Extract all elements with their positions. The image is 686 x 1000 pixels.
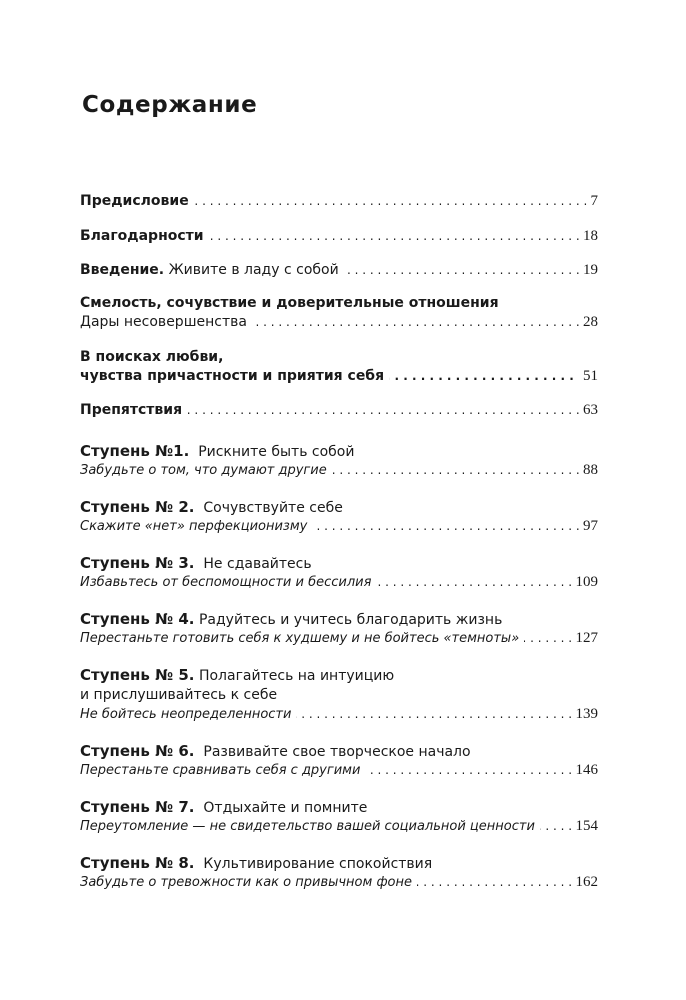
toc-step-3[interactable] (80, 553, 598, 591)
step-subtitle: Избавьтесь от беспомощности и бессилия (80, 575, 376, 590)
entry-title: Препятствия (80, 402, 187, 418)
page-number: 109 (572, 573, 599, 591)
step-label: Ступень № 3. (80, 554, 195, 572)
step-title: Отдыхайте и помните (203, 800, 368, 816)
step-title: Не сдавайтесь (203, 556, 312, 572)
step-label: Ступень № 6. (80, 742, 195, 760)
page-number: 63 (579, 401, 598, 419)
toc-entry-thanks[interactable] (80, 227, 598, 245)
toc-entry-preface[interactable] (80, 192, 598, 210)
page-number: 19 (579, 261, 598, 279)
page-number: 28 (579, 313, 598, 331)
page-number: 18 (579, 227, 598, 245)
step-title-continued: и прислушивайтесь к себе (80, 687, 278, 703)
page-number: 51 (579, 367, 598, 385)
toc-step-7[interactable] (80, 797, 598, 835)
step-label: Ступень №1. (80, 442, 190, 460)
toc-entry-love[interactable] (80, 367, 598, 385)
entry-title: Благодарности (80, 228, 209, 244)
entry-subtitle: Дары несовершенства (80, 314, 252, 330)
step-subtitle: Скажите «нет» перфекционизму (80, 519, 312, 534)
toc-step-2[interactable] (80, 497, 598, 535)
entry-title: Живите в ладу с собой (168, 262, 339, 278)
step-title: Рискните быть собой (198, 444, 355, 460)
step-title: Развивайте свое творческое начало (203, 744, 471, 760)
entry-heading: В поисках любви, (80, 349, 224, 365)
step-subtitle: Перестаньте готовить себя к худшему и не бойтесь «темноты» (80, 631, 524, 646)
step-subtitle: Не бойтесь неопределенности (80, 707, 296, 722)
toc-step-8[interactable] (80, 853, 598, 891)
step-title: Радуйтесь и учитесь благодарить жизнь (198, 612, 503, 628)
step-subtitle: Переутомление — не свидетельство вашей социальной ценности (80, 819, 540, 834)
page-number: 97 (579, 517, 598, 535)
page-number: 146 (572, 761, 599, 779)
step-subtitle: Забудьте о том, что думают другие (80, 463, 332, 478)
step-label: Ступень № 7. (80, 798, 195, 816)
step-title: Сочувствуйте себе (203, 500, 343, 516)
page-number: 139 (572, 705, 599, 723)
step-subtitle: Забудьте о тревожности как о привычном фоне (80, 875, 417, 890)
step-title: Культивирование спокойствия (203, 856, 433, 872)
toc-entry-intro[interactable] (80, 261, 598, 279)
step-label: Ступень № 5. (80, 666, 195, 684)
entry-heading: Смелость, сочувствие и доверительные отношения (80, 295, 499, 311)
toc-step-4[interactable] (80, 609, 598, 647)
page-number: 162 (572, 873, 599, 891)
step-label: Ступень № 2. (80, 498, 195, 516)
toc-entry-courage[interactable] (80, 313, 598, 331)
page-number: 154 (572, 817, 599, 835)
toc-step-6[interactable] (80, 741, 598, 779)
entry-label: Введение. (80, 262, 165, 278)
toc-step-1[interactable] (80, 441, 598, 479)
entry-title: Предисловие (80, 193, 194, 209)
step-title: Полагайтесь на интуицию (198, 668, 395, 684)
page-number: 88 (579, 461, 598, 479)
page-number: 127 (572, 629, 599, 647)
entry-title: чувства причастности и приятия себя (80, 368, 389, 384)
page-number: 7 (587, 192, 599, 210)
step-label: Ступень № 8. (80, 854, 195, 872)
page-title: Содержание (82, 92, 258, 118)
table-of-contents (80, 186, 598, 891)
step-subtitle: Перестаньте сравнивать себя с другими (80, 763, 365, 778)
toc-step-5[interactable] (80, 665, 598, 723)
step-label: Ступень № 4. (80, 610, 195, 628)
toc-entry-obstacles[interactable] (80, 401, 598, 419)
